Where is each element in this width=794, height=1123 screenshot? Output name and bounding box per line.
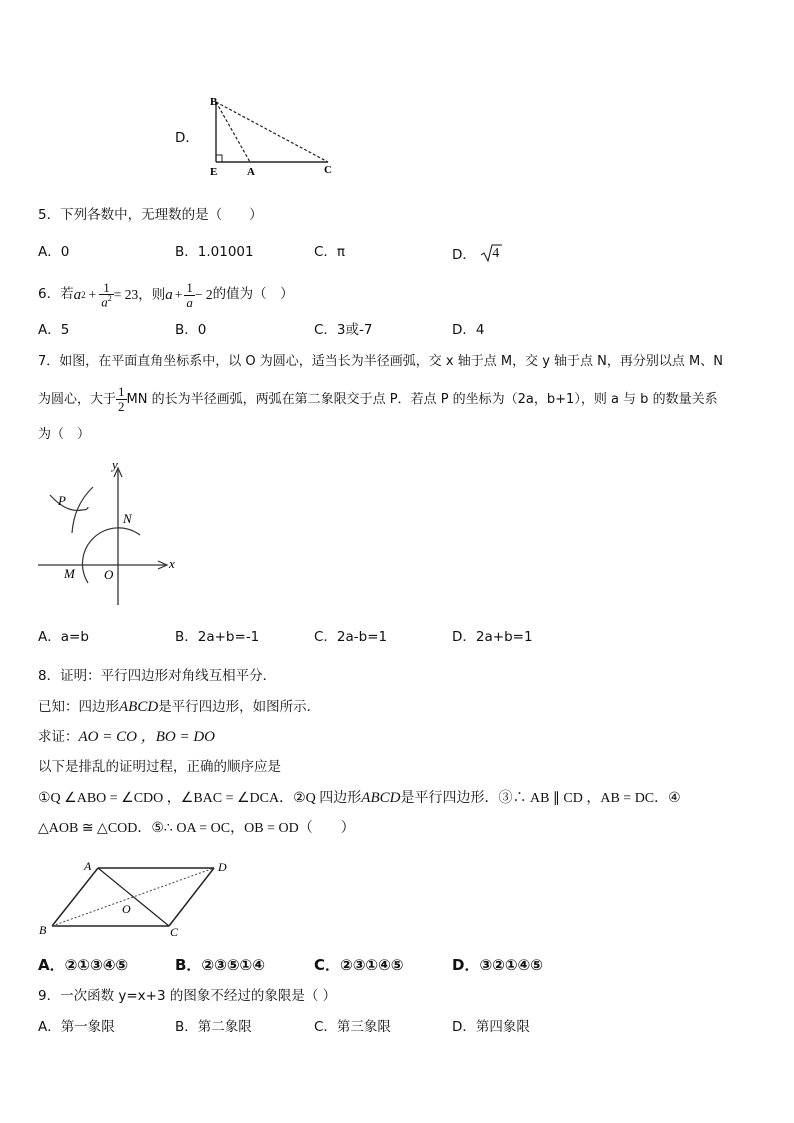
q8-given-suffix: 是平行四边形，如图所示． (158, 699, 321, 715)
q4-triangle-figure (200, 92, 340, 182)
q6-option-b: B．0 (175, 322, 207, 338)
q9-option-b: B．第二象限 (175, 1019, 252, 1035)
q6-plus: + (88, 287, 97, 303)
point-m-label: M (64, 566, 75, 581)
q7-line3: 为（ ） (38, 427, 91, 442)
q9-stem: 9．一次函数 y=x+3 的图象不经过的象限是（ ） (38, 988, 337, 1004)
q8-order-text: 以下是排乱的证明过程，正确的顺序应是 (38, 759, 281, 775)
q8-option-b-text: B．②③⑤①④ (175, 956, 265, 974)
q6-var-a: a (73, 286, 82, 303)
x-axis-label: x (169, 556, 175, 571)
q6-frac1-den-a: a (101, 294, 108, 310)
q8-steps-line2: △AOB ≅ △COD．⑤∴ OA = OC，OB = OD（ ） (38, 821, 355, 836)
q4-option-d-label: D． (175, 130, 199, 146)
q5-option-b: B．1.01001 (175, 244, 254, 260)
q7-line1: 7．如图，在平面直角坐标系中，以 O 为圆心，适当长为半径画弧，交 x 轴于点 M，交 y 轴于点 N，再分别以点 M、N (38, 354, 723, 369)
q6-prefix: 6．若 (38, 286, 74, 303)
q5-stem: 5．下列各数中，无理数的是（ ） (38, 207, 263, 223)
q6-fraction-1 (99, 281, 114, 310)
q8-option-a-text: A．②①③④⑤ (38, 956, 129, 974)
q6-frac2-den: a (186, 294, 193, 310)
point-b-label: B (210, 96, 218, 108)
q6-minus2: − 2 (194, 287, 213, 303)
y-axis-label: y (112, 457, 118, 472)
point-p-label: P (58, 493, 66, 508)
q7-half-num: 1 (118, 383, 125, 399)
q7-line2-suffix: MN 的长为半径画弧，两弧在第二象限交于点 P．若点 P 的坐标为（2a，b+1），则 a 与 b 的数量关系 (126, 391, 718, 407)
q7-coordinate-figure (36, 455, 186, 610)
point-e-label: E (210, 166, 218, 178)
point-c-label: C (170, 925, 179, 938)
q5-option-d-prefix: D． (452, 247, 476, 263)
q8-option-c-text: C．②③①④⑤ (314, 956, 404, 974)
q7-option-a: A．a=b (38, 629, 89, 645)
q5-option-d (452, 246, 502, 263)
q8-given-prefix: 已知：四边形 (38, 699, 119, 715)
point-a-label: A (84, 859, 92, 873)
q8-given-abcd: ABCD (119, 699, 159, 715)
point-c-label: C (324, 164, 332, 176)
q8-prove (38, 730, 215, 745)
q8-given (38, 700, 320, 715)
q6-suffix: 的值为（ ） (212, 286, 294, 303)
q7-line2 (38, 381, 718, 417)
q6-exp: 2 (81, 289, 86, 300)
q6-plus2: + (174, 287, 183, 303)
q7-half-den: 2 (118, 398, 125, 414)
q8-option-d (452, 958, 543, 974)
sqrt-icon (480, 246, 502, 262)
q8-title: 8．证明：平行四边形对角线互相平分． (38, 668, 277, 684)
q9-option-a: A．第一象限 (38, 1019, 115, 1035)
q6-fraction-2 (184, 281, 195, 309)
q7-option-c: C．2a-b=1 (314, 629, 388, 645)
q9-option-d: D．第四象限 (452, 1019, 530, 1035)
q5-option-c: C．π (314, 244, 346, 260)
q8-option-b (175, 958, 265, 974)
q8-prove-math: AO = CO ，BO = DO (78, 729, 215, 745)
point-a-label: A (247, 166, 255, 178)
q8-step1-abcd: ABCD (361, 790, 401, 806)
q6-frac2-num: 1 (186, 279, 193, 295)
segment-bc (216, 102, 328, 162)
q6-var-a2: a (165, 286, 173, 303)
q6-option-c: C．3或-7 (314, 322, 373, 338)
q9-option-c: C．第三象限 (314, 1019, 391, 1035)
point-b-label: B (39, 923, 47, 937)
q6-option-a: A．5 (38, 322, 70, 338)
point-n-label: N (123, 511, 132, 526)
sqrt-radicand: 4 (492, 246, 500, 261)
q8-step1: ①Q ∠ABO = ∠CDO ，∠BAC = ∠DCA．②Q 四边形 (38, 791, 362, 806)
diagonal-ac (98, 868, 169, 926)
q6-eq23: = 23，则 (113, 287, 166, 303)
point-d-label: D (218, 860, 227, 874)
q6-frac1-den-exp: 2 (107, 294, 112, 304)
q6-stem (38, 275, 294, 315)
q5-option-a: A．0 (38, 244, 70, 260)
q8-option-c (314, 958, 404, 974)
q8-parallelogram-figure (36, 856, 236, 938)
q7-line2-prefix: 为圆心，大于 (38, 391, 117, 407)
q8-steps-line1 (38, 791, 681, 806)
right-angle-mark (216, 155, 222, 162)
q8-option-d-text: D．③②①④⑤ (452, 956, 543, 974)
q8-step1-tail: 是平行四边形．③∴ AB ∥ CD ，AB = DC．④ (400, 791, 681, 806)
q8-prove-prefix: 求证： (38, 729, 79, 745)
point-o-label: O (104, 567, 114, 582)
segment-ba (216, 102, 250, 162)
q7-option-b: B．2a+b=-1 (175, 629, 260, 645)
point-o-label: O (122, 902, 131, 916)
q7-half-fraction (116, 385, 127, 413)
q6-frac1-num: 1 (99, 281, 114, 296)
q8-option-a (38, 958, 128, 974)
arc-from-n (50, 495, 88, 510)
q6-option-d: D．4 (452, 322, 485, 338)
q7-option-d: D．2a+b=1 (452, 629, 533, 645)
side-dc (169, 868, 214, 926)
q6-frac1-den (99, 295, 114, 309)
